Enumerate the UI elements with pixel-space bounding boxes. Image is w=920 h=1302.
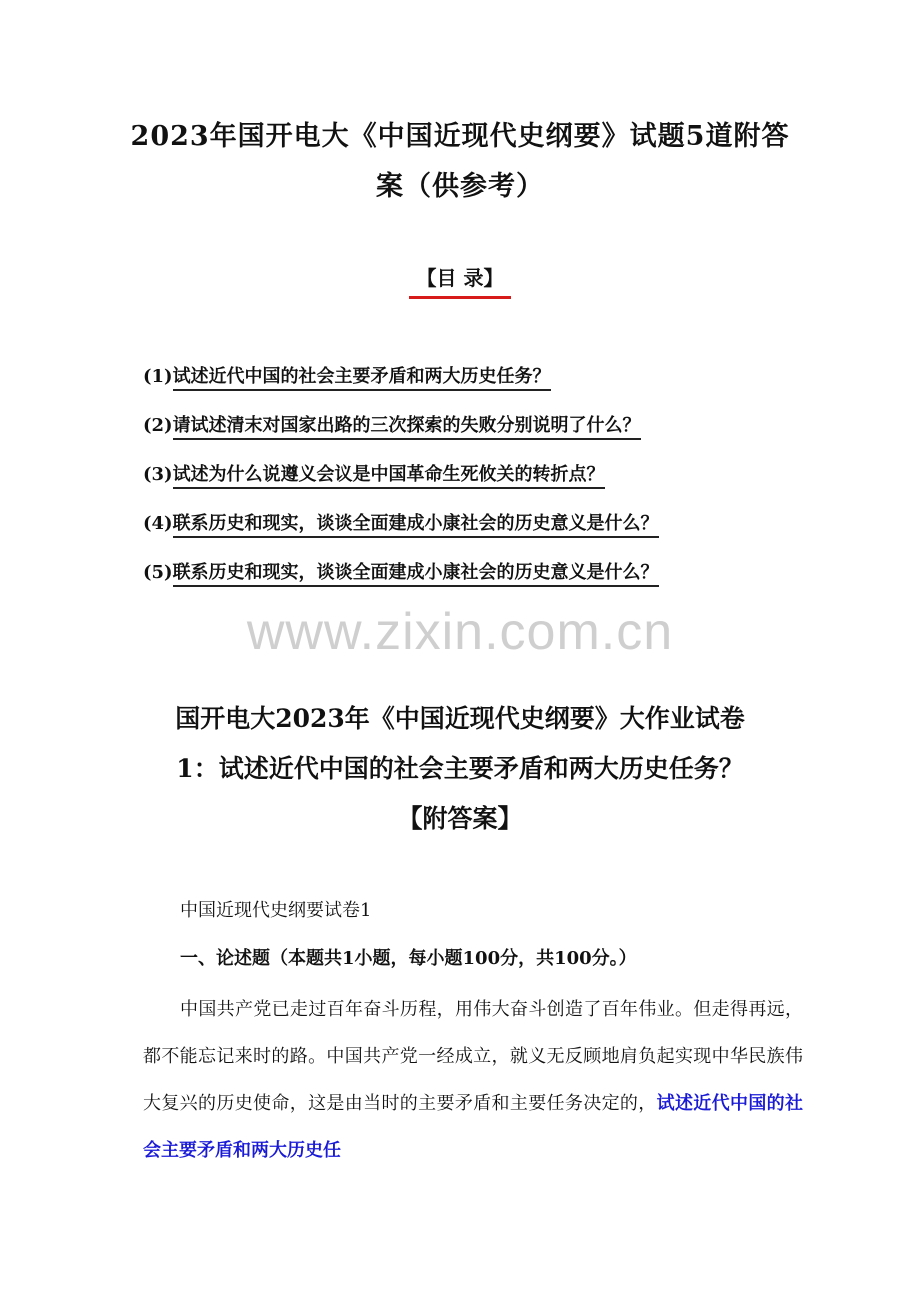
toc-item-link[interactable]: 请试述清末对国家出路的三次探索的失败分别说明了什么？ (173, 415, 641, 440)
table-of-contents (143, 362, 843, 607)
document-title-line2: 案（供参考） (376, 171, 544, 202)
body-paragraph (143, 986, 803, 1174)
document-title-line1: 2023年国开电大《中国近现代史纲要》试题5道附答 (130, 121, 790, 152)
toc-item-number: (1) (143, 366, 173, 387)
toc-item-number: (2) (143, 415, 173, 436)
toc-item-link[interactable]: 试述为什么说遵义会议是中国革命生死攸关的转折点？ (173, 464, 605, 489)
toc-item-number: (3) (143, 464, 173, 485)
toc-item-link[interactable]: 试述近代中国的社会主要矛盾和两大历史任务？ (173, 366, 551, 391)
toc-item-2[interactable] (143, 411, 843, 460)
toc-item-4[interactable] (143, 509, 843, 558)
document-title (100, 112, 820, 212)
body-text: 中国共产党已走过百年奋斗历程，用伟大奋斗创造了百年伟业。但走得再远，都不能忘记来时的路。中国共产党一经成立，就义无反顾地肩负起实现中华民族伟大复兴的历史使命，这是由当时的主要矛盾和主要任务决定的， (143, 999, 803, 1114)
section-title-line3: 【附答案】 (397, 804, 523, 833)
section-title-line1: 国开电大2023年《中国近现代史纲要》大作业试卷 (175, 704, 745, 733)
toc-item-link[interactable]: 联系历史和现实，谈谈全面建成小康社会的历史意义是什么？ (173, 513, 659, 538)
exam-name: 中国近现代史纲要试卷1 (180, 900, 372, 921)
toc-item-number: (4) (143, 513, 173, 534)
toc-item-number: (5) (143, 562, 173, 583)
toc-item-3[interactable] (143, 460, 843, 509)
section-title (110, 694, 810, 844)
toc-heading-text: 【目 录】 (409, 262, 512, 299)
toc-item-link[interactable]: 联系历史和现实，谈谈全面建成小康社会的历史意义是什么？ (173, 562, 659, 587)
question-type: 一、论述题（本题共1小题，每小题100分，共100分。） (180, 948, 637, 969)
watermark: www.zixin.com.cn (246, 603, 674, 661)
toc-heading (0, 262, 920, 299)
toc-item-5[interactable] (143, 558, 843, 607)
body-text-highlight: 试述近代中国的社会主要矛盾和两大历史任 (143, 1093, 804, 1161)
section-title-line2: 1：试述近代中国的社会主要矛盾和两大历史任务？ (176, 754, 744, 783)
toc-item-1[interactable] (143, 362, 843, 411)
